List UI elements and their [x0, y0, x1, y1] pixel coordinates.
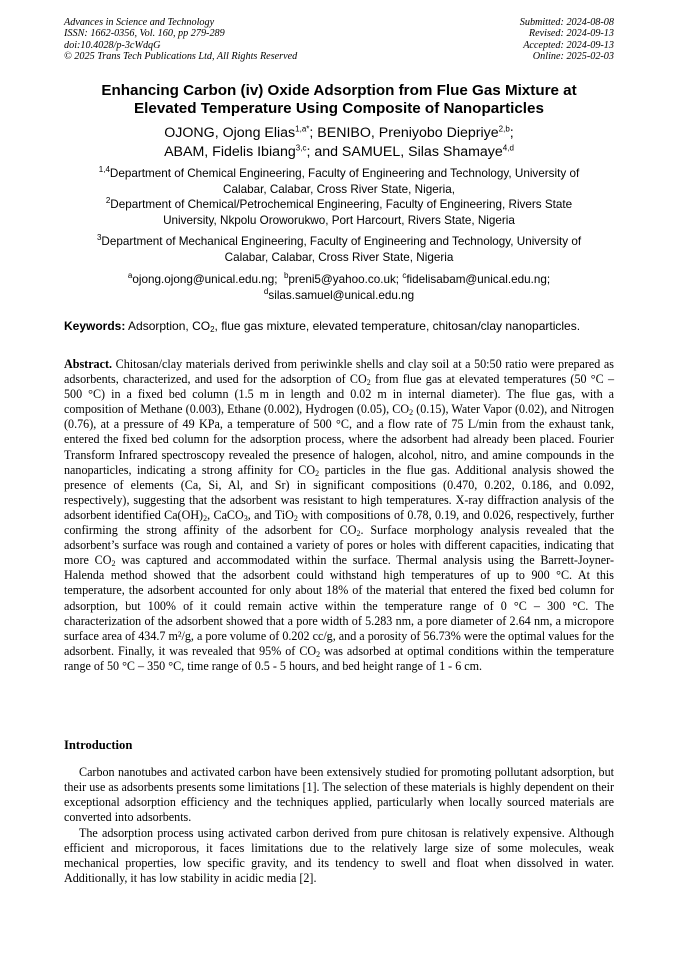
keywords-text-1: Adsorption, CO: [128, 319, 211, 333]
abstract-sub: 2: [203, 513, 208, 523]
emails-line-2: [78, 288, 600, 304]
author-1: OJONG, Ojong Elias: [164, 125, 296, 141]
paper-title: [60, 82, 618, 118]
doi: doi:10.4028/p-3cWdqG: [64, 39, 161, 51]
affiliation-2: [78, 197, 600, 229]
abstract-text: with compositions of 0.78, 0.19, and 0.026, respectively, further confirming the strong affinity of the adsorbent for CO: [64, 507, 614, 538]
email-d[interactable]: silas.samuel@unical.edu.ng: [268, 288, 415, 302]
affiliation-3-text: Department of Mechanical Engineering, Faculty of Engineering and Technology, University of Calabar, Calabar, Cross River State, Nigeria: [101, 235, 582, 264]
introduction-paragraph-1: Carbon nanotubes and activated carbon have been extensively studied for promoting pollutant adsorption, but their use as adsorbents presents some limitations [1]. The selection of these materials is highly dependent on their exceptional adsorption efficiency and the techniques applied, particularly when locally sourced materials are converted into adsorbents.: [64, 765, 614, 825]
email-b[interactable]: preni5@yahoo.co.uk;: [288, 273, 400, 286]
author-1-sup: 1,a*: [295, 124, 310, 134]
email-a-sup: a: [127, 271, 133, 281]
affiliation-1: [78, 166, 600, 198]
abstract-text: . Surface morphology analysis revealed that the adsorbent’s surface was rough and contained a variety of pores or holes with different capacities, indicating that more CO: [64, 523, 614, 568]
keywords-label: Keywords:: [64, 319, 126, 333]
journal-header-left: [64, 17, 297, 63]
abstract-sub: 3: [243, 513, 248, 523]
abstract-sub: 2: [293, 513, 298, 523]
author-3-sup: 3,c: [295, 143, 307, 153]
introduction-paragraph-2: The adsorption process using activated carbon derived from pure chitosan is relatively expensive. Although efficient and microporous, it faces limitations due to the relatively large size of some molecules, weak mechanical properties, low specific gravity, and its tendency to swell and float when dissolved in water. Additionally, it has low stability in acidic media [2].: [64, 826, 614, 886]
abstract-sub: 2: [366, 378, 371, 388]
email-c-sup: c: [402, 271, 407, 281]
affiliation-1-sup: 1,4: [98, 165, 110, 175]
author-2: ; BENIBO, Preniyobo Diepriye: [309, 125, 499, 141]
section-heading-introduction: Introduction: [64, 738, 133, 752]
author-4: ; and SAMUEL, Silas Shamaye: [306, 144, 503, 160]
abstract-text: Chitosan/clay materials derived from periwinkle shells and clay soil at a 50:50 ratio were prepared as adsorbents, characterized, and used for the adsorption of CO: [64, 357, 615, 387]
abstract: [64, 357, 614, 674]
title-line-2: Elevated Temperature Using Composite of Nanoparticles: [134, 100, 544, 117]
author-4-sup: 4,d: [502, 143, 514, 153]
affiliation-2-sup: 2: [105, 196, 111, 206]
revised-date: Revised: 2024-09-13: [528, 28, 614, 40]
abstract-label: Abstract.: [64, 357, 113, 371]
abstract-sub: 2: [315, 468, 320, 478]
affiliation-1-text: Department of Chemical Engineering, Faculty of Engineering and Technology, University of Calabar, Calabar, Cross River State, Nigeria,: [109, 167, 580, 196]
email-c[interactable]: fidelisabam@unical.edu.ng;: [406, 273, 551, 286]
issn: ISSN: 1662-0356, Vol. 160, pp 279-289: [64, 28, 225, 40]
author-3: ABAM, Fidelis Ibiang: [164, 144, 296, 160]
author-2-sup: 2,b: [498, 124, 510, 134]
abstract-sub: 2: [356, 529, 361, 539]
online-date: Online: 2025-02-03: [532, 51, 614, 63]
abstract-text: particles in the flue gas. Additional analysis showed the presence of elements (Ca, Si, Al, and Sr) in significant compositions (0.470, 0.202, 0.186, and 0.092, respectively), suggesting that the adsorbent was resistant to high temperatures. X-ray diffraction analysis of the adsorbent identified Ca(OH): [64, 462, 614, 522]
affiliation-3: [78, 234, 600, 266]
authors-line-2: [60, 143, 618, 162]
author-emails: [78, 272, 600, 304]
abstract-sub: 2: [409, 408, 414, 418]
abstract-text: , CaCO: [207, 507, 244, 522]
abstract-sub: 2: [111, 559, 116, 569]
journal-name: Advances in Science and Technology: [64, 17, 215, 28]
submitted-date: Submitted: 2024-08-08: [519, 17, 614, 28]
author-list: [60, 124, 618, 162]
journal-header-right: [520, 17, 614, 63]
abstract-text: , and TiO: [247, 507, 294, 522]
abstract-text: was adsorbed at optimal conditions within the temperature range of 50 °C – 350 °C, time range of 0.5 - 5 hours, and bed height range of 1 - 6 cm.: [64, 643, 614, 673]
copyright: © 2025 Trans Tech Publications Ltd, All Rights Reserved: [64, 51, 298, 63]
abstract-text: was captured and accommodated within the surface. Thermal analysis using the Barrett-Joyner-Halenda method showed that the adsorbent could withstand high temperatures of up to 900 °C. At this temperature, the adsorbent accounted for only about 18% of the material that entered the fixed bed column for adsorption, but 100% of it could remain active within the temperature range of 0 °C – 300 °C. The characterization of the adsorbent showed that a pore width of 5.283 nm, a pore diameter of 2.64 nm, a micropore surface area of 434.7 m²/g, a pore volume of 0.202 cc/g, and a porosity of 56.73% were the optimal values for the adsorbent. Finally, it was revealed that 95% of CO: [64, 553, 614, 658]
email-d-sup: d: [263, 286, 269, 296]
title-line-1: Enhancing Carbon (iv) Oxide Adsorption from Flue Gas Mixture at: [101, 82, 577, 99]
abstract-sub: 2: [316, 649, 321, 659]
affiliation-3-sup: 3: [96, 233, 102, 243]
keywords-sub: 2: [210, 325, 215, 334]
abstract-text: from flue gas at elevated temperatures (50 °C – 500 °C) in a fixed bed column (1.5 m in length and 0.02 m in internal diameter). The flue gas, with a composition of Methane (0.003), Ethane (0.002), Hydrogen (0.05), CO: [64, 372, 614, 417]
email-b-sup: b: [283, 271, 289, 281]
keywords: [64, 319, 616, 334]
accepted-date: Accepted: 2024-09-13: [523, 39, 614, 51]
abstract-text: (0.15), Water Vapor (0.02), and Nitrogen (0.76), at a pressure of 49 KPa, a temperature of 500 °C, and a flow rate of 75 L/min from the exhaust tank, entered the fixed bed column for the adsorption process, where the adsorbent had already been placed. Fourier Transform Infrared spectroscopy revealed the presence of halogen, alcohol, nitro, and amine compounds in the nanoparticles, indicating a strong affinity for CO: [64, 402, 614, 477]
keywords-text-2: , flue gas mixture, elevated temperature, chitosan/clay nanoparticles.: [214, 319, 581, 333]
affiliation-2-text: Department of Chemical/Petrochemical Engineering, Faculty of Engineering, Rivers State University, Nkpolu Oroworukwo, Port Harcourt, Rivers State, Nigeria: [110, 198, 573, 227]
emails-line-1: [78, 272, 600, 288]
email-a[interactable]: ojong.ojong@unical.edu.ng;: [132, 273, 278, 286]
authors-line-1: [60, 124, 618, 143]
authors-separator: ;: [509, 125, 514, 141]
